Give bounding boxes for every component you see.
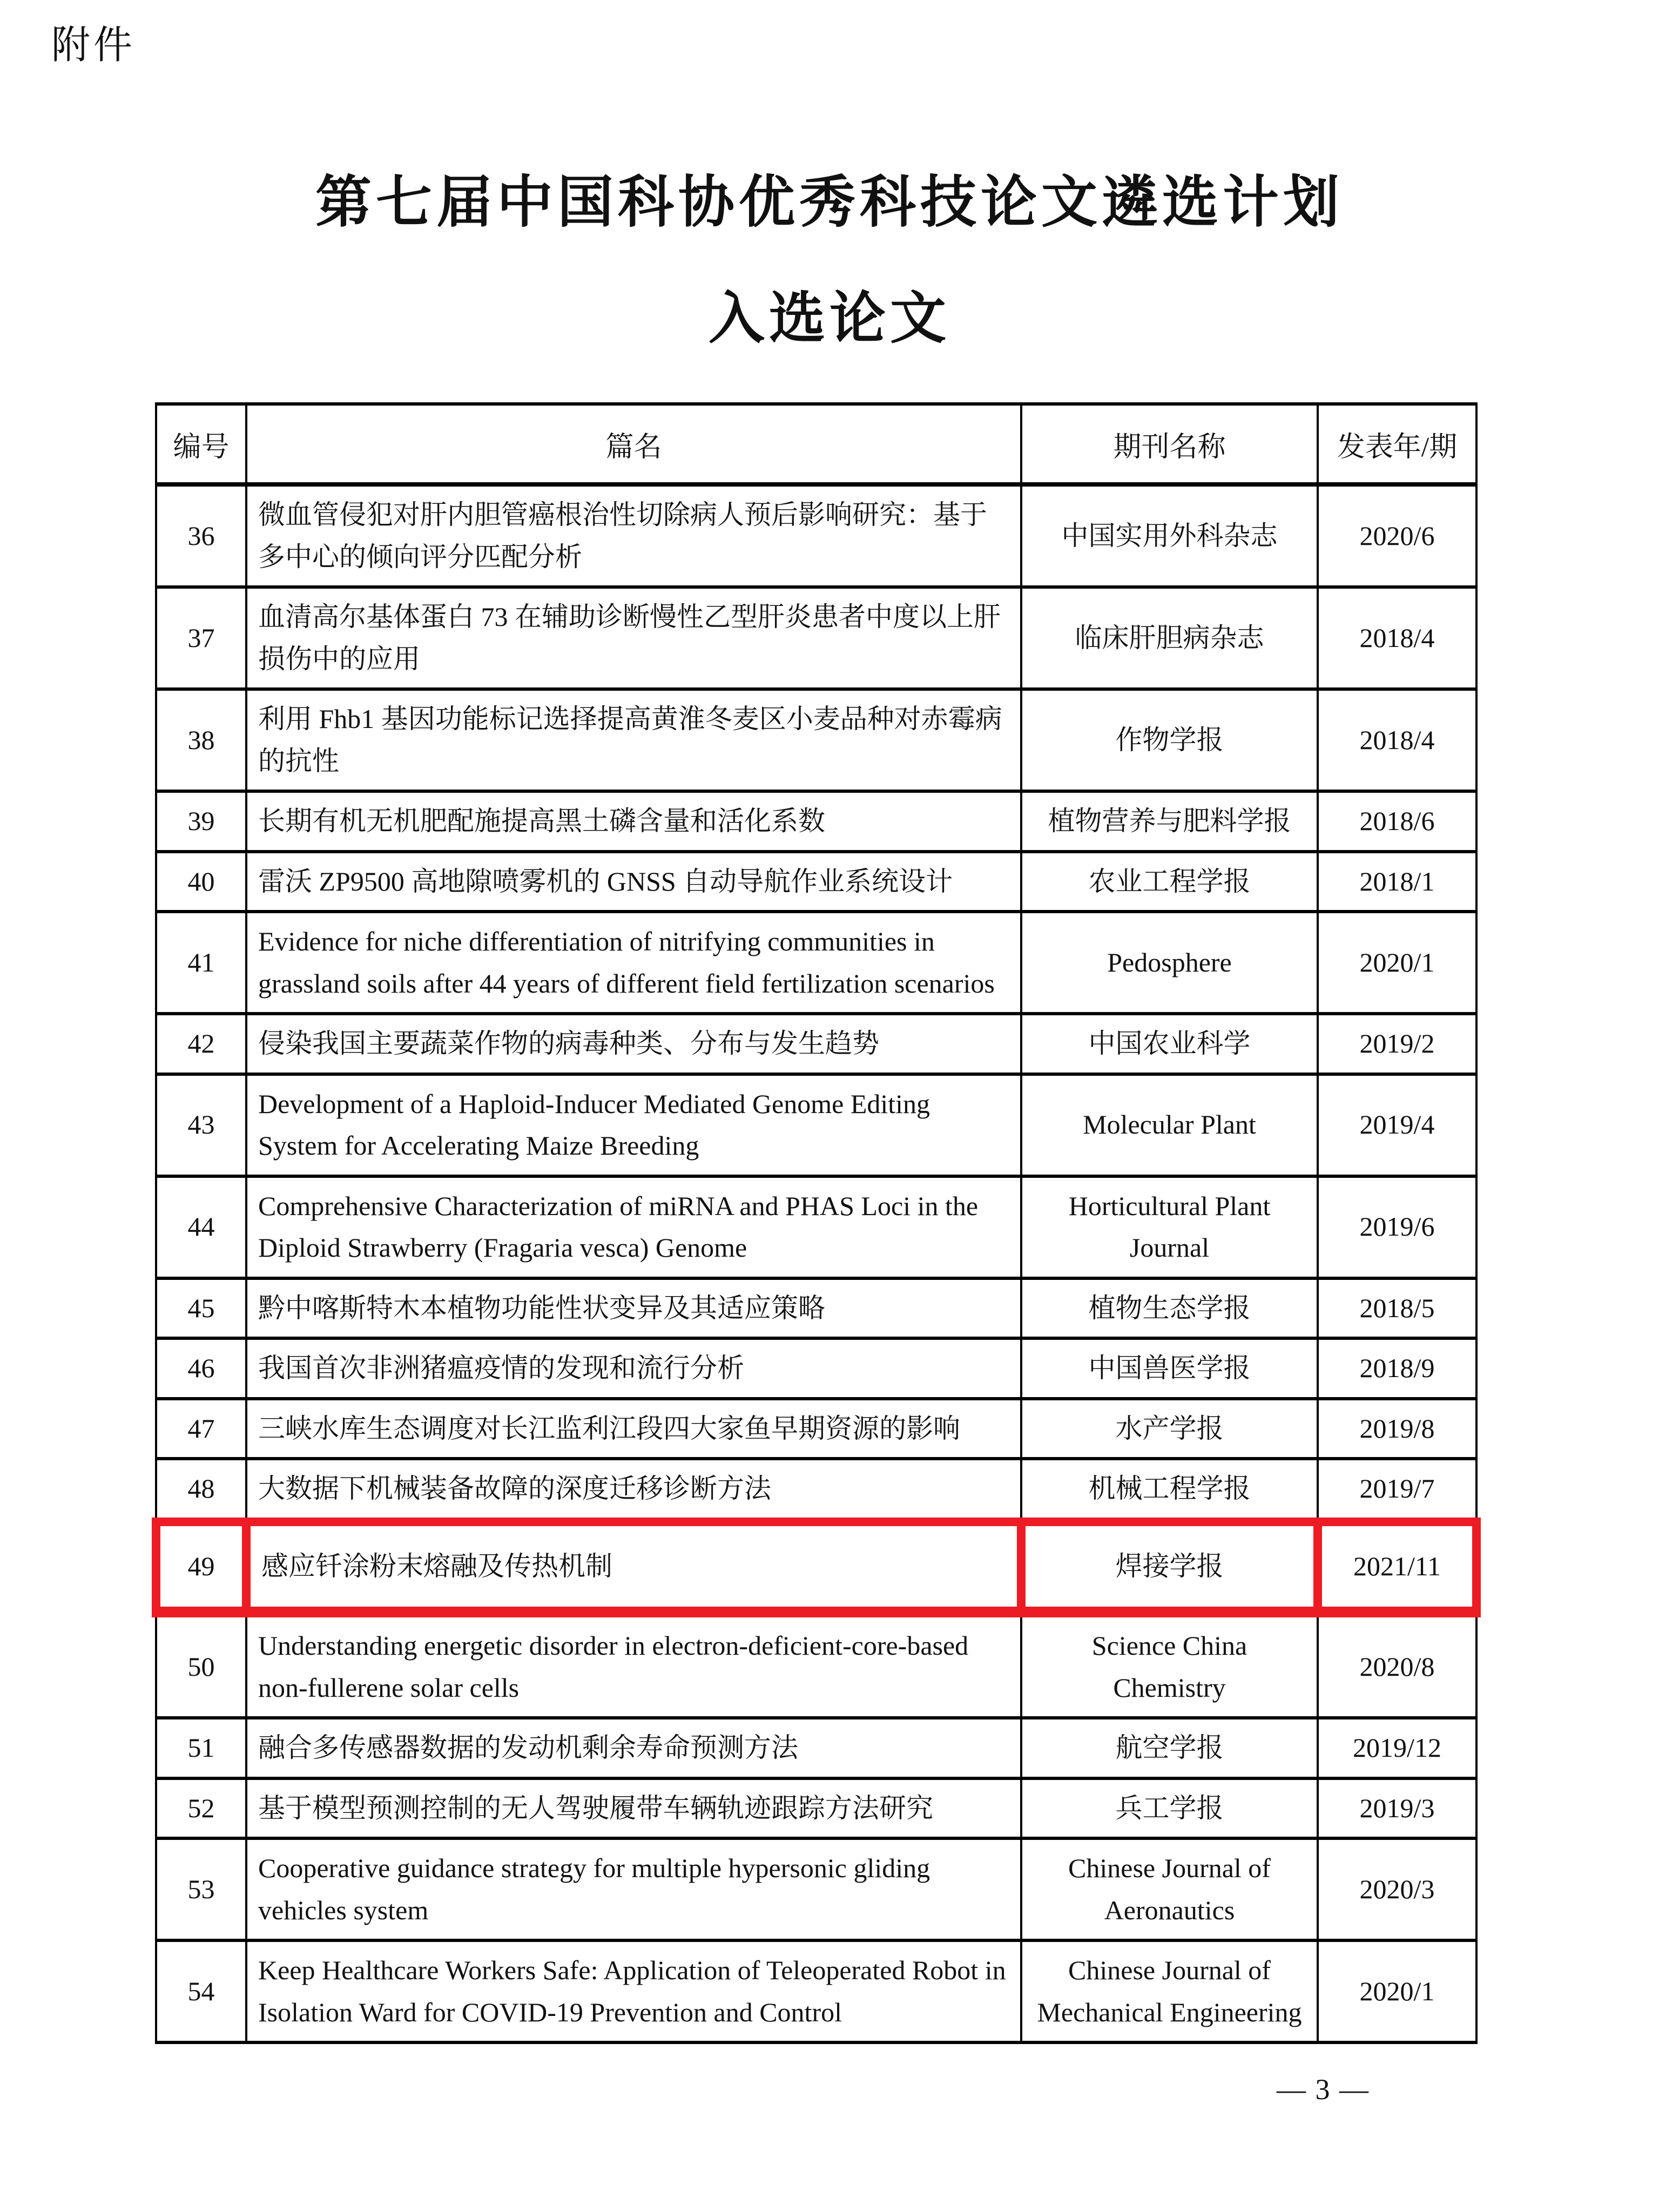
paper-title-cell: 利用 Fhb1 基因功能标记选择提高黄淮冬麦区小麦品种对赤霉病的抗性 xyxy=(246,689,1021,791)
paper-title-cell: Development of a Haploid-Inducer Mediated Genome Editing System for Accelerating Maize Breeding xyxy=(246,1074,1021,1176)
col-header-year: 发表年/期 xyxy=(1318,404,1476,484)
table-row xyxy=(156,1778,1476,1839)
table-row xyxy=(156,1612,1476,1718)
row-number-cell: 40 xyxy=(156,852,246,912)
row-number-cell: 49 xyxy=(156,1522,246,1613)
row-number-cell: 43 xyxy=(156,1074,246,1176)
journal-name-cell: 兵工学报 xyxy=(1021,1778,1318,1839)
col-header-title: 篇名 xyxy=(246,404,1021,484)
journal-name-cell: 植物营养与肥料学报 xyxy=(1021,791,1318,852)
row-number-cell: 42 xyxy=(156,1014,246,1074)
publish-year-cell: 2018/4 xyxy=(1318,587,1476,689)
publish-year-cell: 2019/3 xyxy=(1318,1778,1476,1839)
row-number-cell: 47 xyxy=(156,1399,246,1459)
paper-title-cell: 长期有机无机肥配施提高黑土磷含量和活化系数 xyxy=(246,791,1021,852)
publish-year-cell: 2018/9 xyxy=(1318,1338,1476,1399)
publish-year-cell: 2018/4 xyxy=(1318,689,1476,791)
table-row xyxy=(156,587,1476,689)
publish-year-cell: 2018/1 xyxy=(1318,852,1476,912)
col-header-number: 编号 xyxy=(156,404,246,484)
paper-title-cell: 微血管侵犯对肝内胆管癌根治性切除病人预后影响研究：基于多中心的倾向评分匹配分析 xyxy=(246,484,1021,587)
table-row xyxy=(156,791,1476,852)
publish-year-cell: 2019/4 xyxy=(1318,1074,1476,1176)
table-row xyxy=(156,1074,1476,1176)
publish-year-cell: 2019/12 xyxy=(1318,1718,1476,1778)
paper-title-cell: 基于模型预测控制的无人驾驶履带车辆轨迹跟踪方法研究 xyxy=(246,1778,1021,1839)
publish-year-cell: 2020/6 xyxy=(1318,484,1476,587)
journal-name-cell: 中国农业科学 xyxy=(1021,1014,1318,1074)
paper-title-cell: 我国首次非洲猪瘟疫情的发现和流行分析 xyxy=(246,1338,1021,1399)
publish-year-cell: 2020/1 xyxy=(1318,1940,1476,2042)
table-row xyxy=(156,484,1476,587)
row-number-cell: 48 xyxy=(156,1459,246,1522)
row-number-cell: 38 xyxy=(156,689,246,791)
row-number-cell: 53 xyxy=(156,1838,246,1940)
journal-name-cell: 焊接学报 xyxy=(1021,1522,1318,1613)
table-row xyxy=(156,1014,1476,1074)
paper-title-cell: 感应钎涂粉末熔融及传热机制 xyxy=(246,1522,1021,1613)
paper-title-cell: Comprehensive Characterization of miRNA and PHAS Loci in the Diploid Strawberry (Fragaria vesca) Genome xyxy=(246,1176,1021,1278)
publish-year-cell: 2019/7 xyxy=(1318,1459,1476,1522)
journal-name-cell: Chinese Journal of Aeronautics xyxy=(1021,1838,1318,1940)
journal-name-cell: 临床肝胆病杂志 xyxy=(1021,587,1318,689)
publish-year-cell: 2020/3 xyxy=(1318,1838,1476,1940)
table-row xyxy=(156,1838,1476,1940)
table-row-highlighted xyxy=(156,1522,1476,1613)
journal-name-cell: 机械工程学报 xyxy=(1021,1459,1318,1522)
publish-year-cell: 2019/2 xyxy=(1318,1014,1476,1074)
journal-name-cell: 中国兽医学报 xyxy=(1021,1338,1318,1399)
attachment-label: 附件 xyxy=(51,24,136,67)
paper-title-cell: 三峡水库生态调度对长江监利江段四大家鱼早期资源的影响 xyxy=(246,1399,1021,1459)
row-number-cell: 44 xyxy=(156,1176,246,1278)
row-number-cell: 36 xyxy=(156,484,246,587)
table-row xyxy=(156,912,1476,1014)
row-number-cell: 41 xyxy=(156,912,246,1014)
journal-name-cell: Chinese Journal of Mechanical Engineering xyxy=(1021,1940,1318,2042)
journal-name-cell: 水产学报 xyxy=(1021,1399,1318,1459)
paper-title-cell: Evidence for niche differentiation of nitrifying communities in grassland soils after 44 years of different field fertilization scenarios xyxy=(246,912,1021,1014)
table-row xyxy=(156,1718,1476,1778)
journal-name-cell: 航空学报 xyxy=(1021,1718,1318,1778)
paper-title-cell: 大数据下机械装备故障的深度迁移诊断方法 xyxy=(246,1459,1021,1522)
table-row xyxy=(156,1940,1476,2042)
table-row xyxy=(156,1399,1476,1459)
table-row xyxy=(156,852,1476,912)
row-number-cell: 54 xyxy=(156,1940,246,2042)
table-row xyxy=(156,1176,1476,1278)
journal-name-cell: 植物生态学报 xyxy=(1021,1278,1318,1339)
publish-year-cell: 2020/8 xyxy=(1318,1612,1476,1718)
row-number-cell: 45 xyxy=(156,1278,246,1339)
paper-title-cell: 侵染我国主要蔬菜作物的病毒种类、分布与发生趋势 xyxy=(246,1014,1021,1074)
paper-title-cell: 血清高尔基体蛋白 73 在辅助诊断慢性乙型肝炎患者中度以上肝损伤中的应用 xyxy=(246,587,1021,689)
journal-name-cell: Science China Chemistry xyxy=(1021,1612,1318,1718)
table-row xyxy=(156,1278,1476,1339)
table-row xyxy=(156,1338,1476,1399)
publish-year-cell: 2020/1 xyxy=(1318,912,1476,1014)
papers-table xyxy=(152,402,1481,2044)
paper-title-cell: 雷沃 ZP9500 高地隙喷雾机的 GNSS 自动导航作业系统设计 xyxy=(246,852,1021,912)
table-row xyxy=(156,1459,1476,1522)
journal-name-cell: Pedosphere xyxy=(1021,912,1318,1014)
journal-name-cell: 农业工程学报 xyxy=(1021,852,1318,912)
paper-title-cell: 融合多传感器数据的发动机剩余寿命预测方法 xyxy=(246,1718,1021,1778)
paper-title-cell: Understanding energetic disorder in electron-deficient-core-based non-fullerene solar cells xyxy=(246,1612,1021,1718)
row-number-cell: 51 xyxy=(156,1718,246,1778)
row-number-cell: 50 xyxy=(156,1612,246,1718)
publish-year-cell: 2019/8 xyxy=(1318,1399,1476,1459)
paper-title-cell: Keep Healthcare Workers Safe: Application of Teleoperated Robot in Isolation Ward for COVID-19 Prevention and Control xyxy=(246,1940,1021,2042)
row-number-cell: 46 xyxy=(156,1338,246,1399)
col-header-journal: 期刊名称 xyxy=(1021,404,1318,484)
publish-year-cell: 2019/6 xyxy=(1318,1176,1476,1278)
document-title-line1: 第七届中国科协优秀科技论文遴选计划 xyxy=(315,172,1344,234)
table-row xyxy=(156,689,1476,791)
publish-year-cell: 2018/5 xyxy=(1318,1278,1476,1339)
journal-name-cell: Molecular Plant xyxy=(1021,1074,1318,1176)
journal-name-cell: 作物学报 xyxy=(1021,689,1318,791)
row-number-cell: 52 xyxy=(156,1778,246,1839)
paper-title-cell: Cooperative guidance strategy for multiple hypersonic gliding vehicles system xyxy=(246,1838,1021,1940)
document-title-line2: 入选论文 xyxy=(708,288,950,350)
table-header-row xyxy=(156,404,1476,484)
publish-year-cell: 2018/6 xyxy=(1318,791,1476,852)
journal-name-cell: Horticultural Plant Journal xyxy=(1021,1176,1318,1278)
publish-year-cell: 2021/11 xyxy=(1318,1522,1476,1613)
page-number: — 3 — xyxy=(1277,2073,1370,2106)
paper-title-cell: 黔中喀斯特木本植物功能性状变异及其适应策略 xyxy=(246,1278,1021,1339)
journal-name-cell: 中国实用外科杂志 xyxy=(1021,484,1318,587)
row-number-cell: 39 xyxy=(156,791,246,852)
row-number-cell: 37 xyxy=(156,587,246,689)
